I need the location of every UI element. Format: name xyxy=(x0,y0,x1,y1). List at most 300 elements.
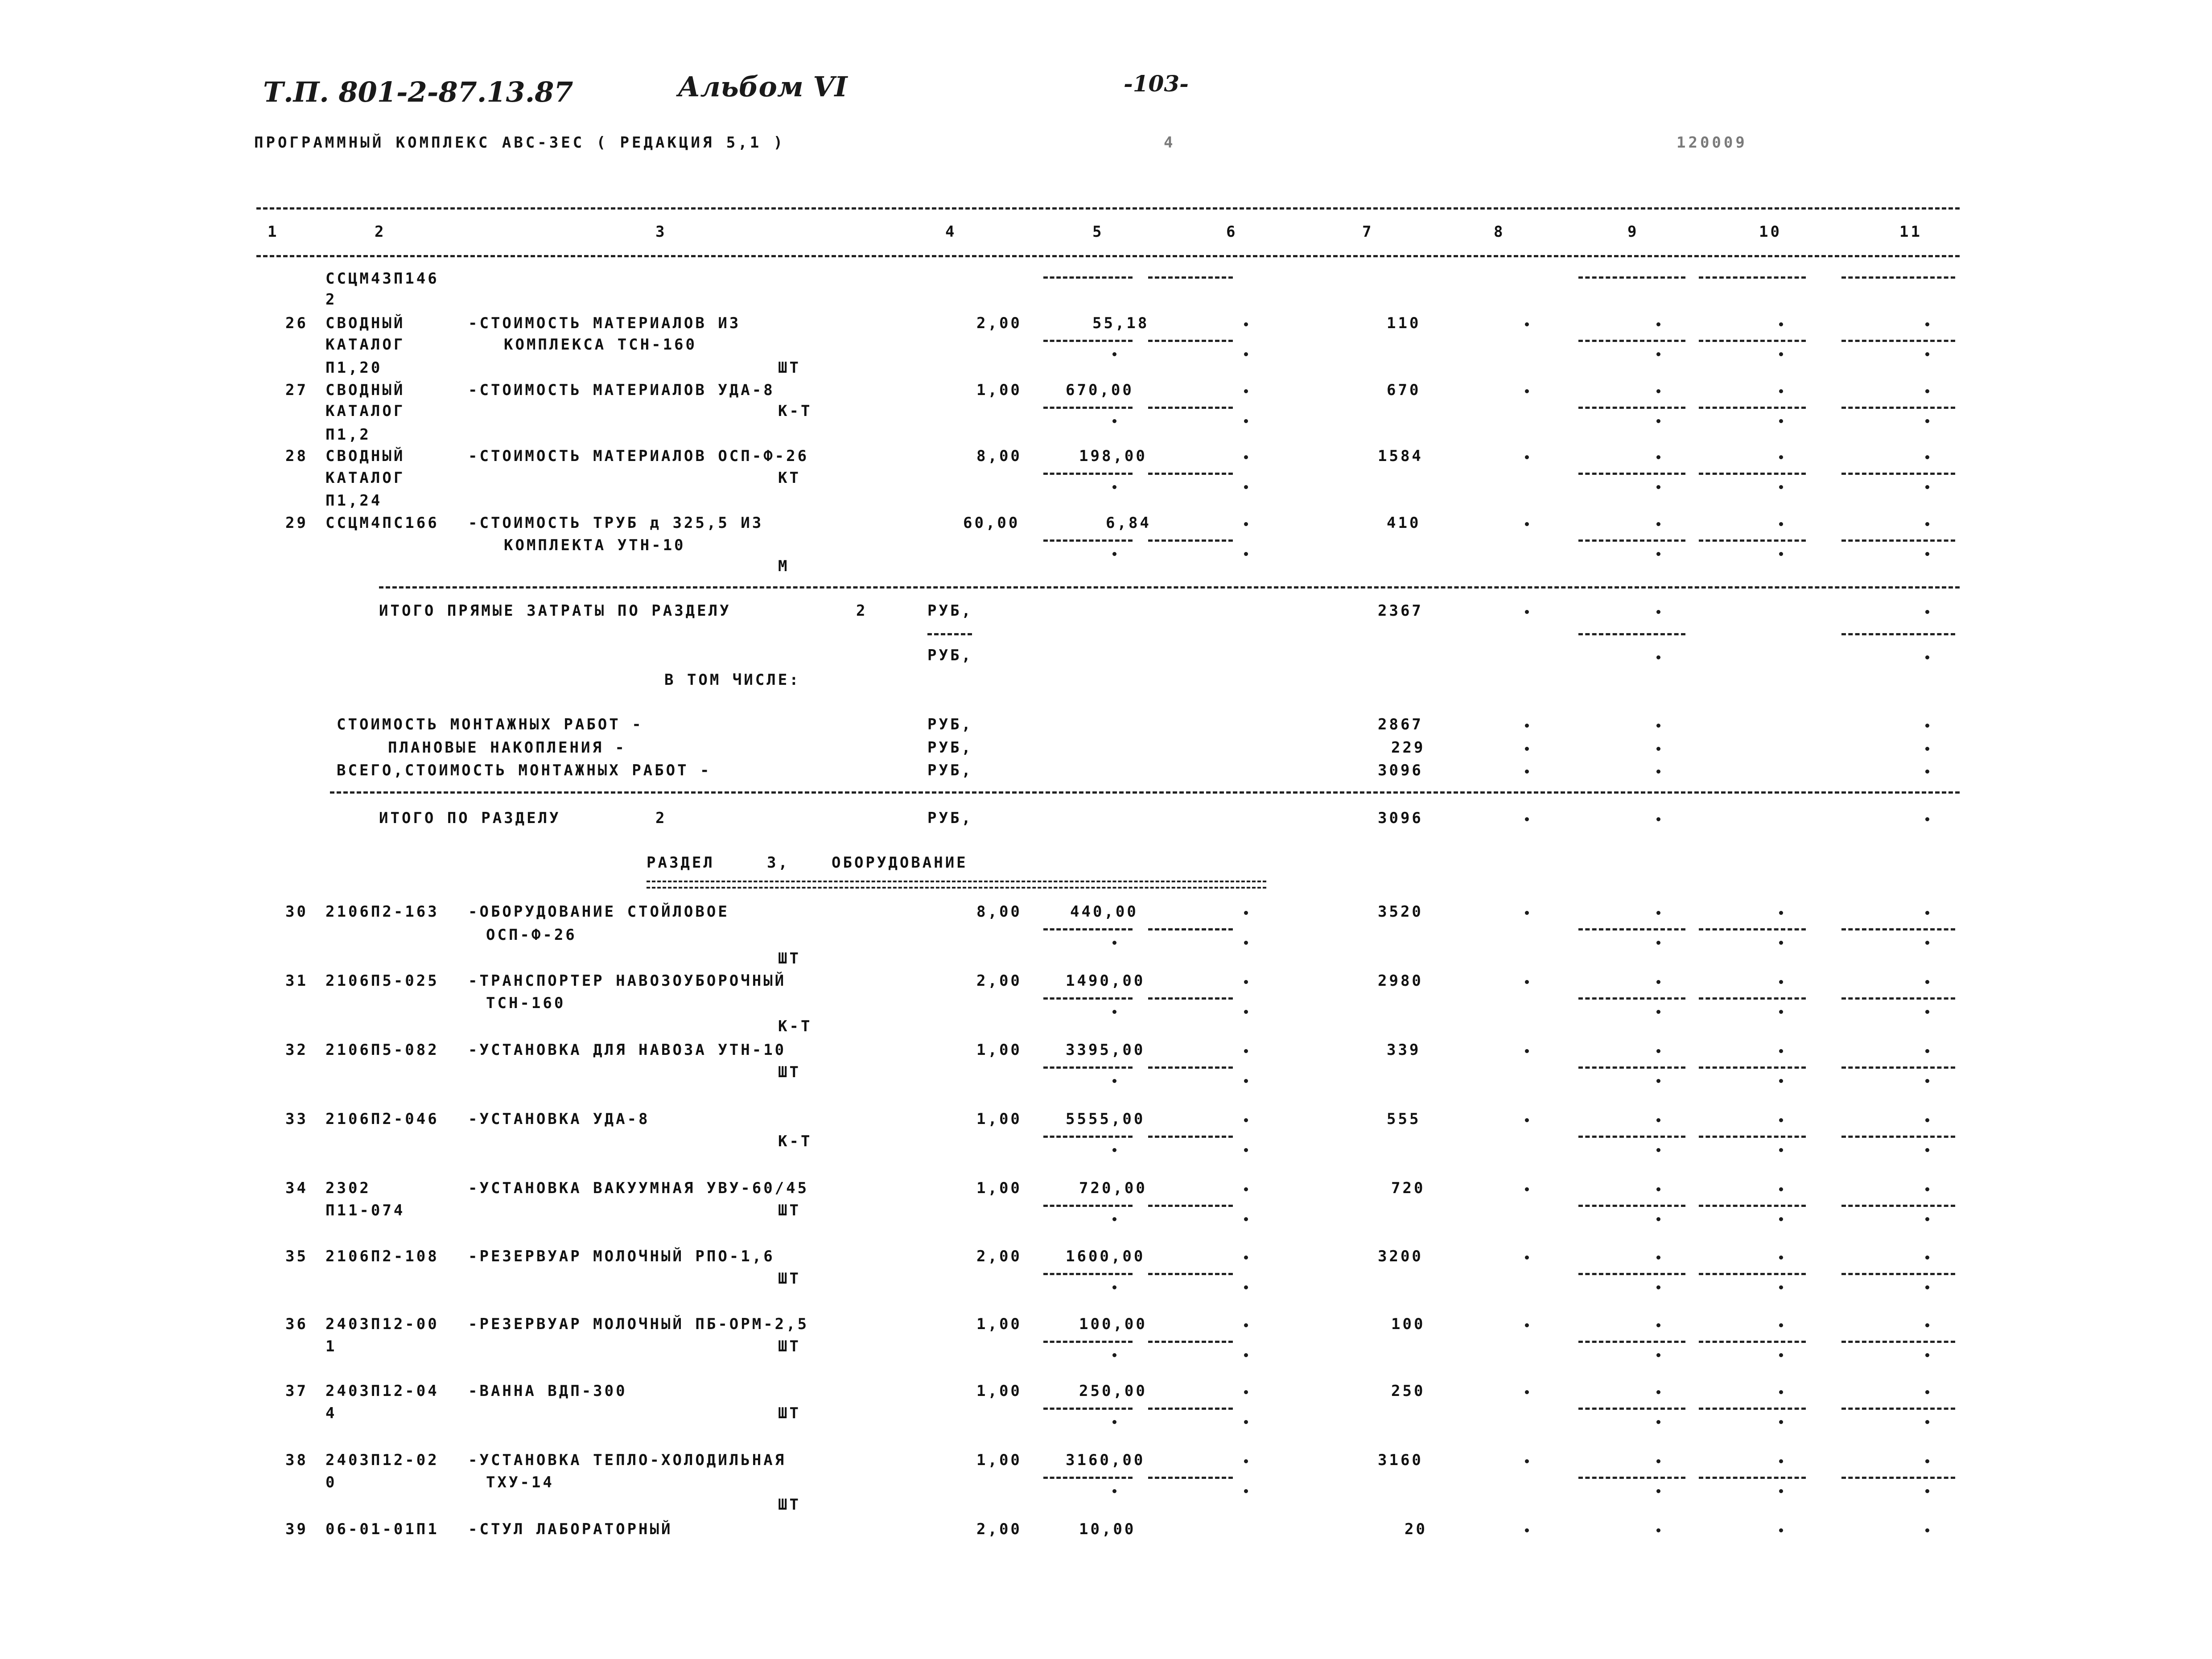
empty-cell-dot xyxy=(1656,552,1660,556)
row-unit: ШТ xyxy=(778,950,801,967)
empty-cell-dot xyxy=(1656,322,1660,326)
row-code: 2106П2-108 xyxy=(325,1247,439,1265)
empty-cell-dot xyxy=(1112,1010,1116,1014)
empty-cell-dot xyxy=(1525,1049,1529,1053)
header-rule-bottom xyxy=(256,255,1960,257)
cell-dash xyxy=(1841,276,1955,279)
empty-cell-dot xyxy=(1656,1187,1660,1191)
row-price: 720,00 xyxy=(1079,1179,1147,1197)
empty-cell-dot xyxy=(1925,655,1929,659)
cell-dash xyxy=(1841,1341,1955,1343)
empty-cell-dot xyxy=(1244,1390,1248,1394)
row-name: -ВАННА ВДП-300 xyxy=(468,1382,627,1400)
cell-dash xyxy=(1043,1273,1133,1275)
row-name: ТХУ-14 xyxy=(486,1474,554,1491)
all-mount-value: 3096 xyxy=(1378,762,1423,779)
empty-cell-dot xyxy=(1244,389,1248,393)
row-name: ТСН-160 xyxy=(486,994,566,1012)
row-price: 55,18 xyxy=(1092,314,1149,332)
col-header-8: 8 xyxy=(1494,223,1505,241)
row-code: 2403П12-04 xyxy=(325,1382,439,1400)
row-number: 35 xyxy=(285,1247,308,1265)
empty-cell-dot xyxy=(1525,1187,1529,1191)
col-header-4: 4 xyxy=(945,223,957,241)
row-number: 34 xyxy=(285,1179,308,1197)
rub-label: РУБ, xyxy=(927,716,973,733)
rub-label: РУБ, xyxy=(927,646,973,664)
mount-cost-label: СТОИМОСТЬ МОНТАЖНЫХ РАБОТ - xyxy=(337,716,643,733)
empty-cell-dot xyxy=(1779,941,1783,945)
empty-cell-dot xyxy=(1925,1353,1929,1357)
row-price: 10,00 xyxy=(1079,1520,1136,1538)
column-header-row xyxy=(0,223,2212,241)
empty-cell-dot xyxy=(1244,419,1248,423)
cell-dash xyxy=(1578,1066,1685,1069)
cell-dash xyxy=(1578,473,1685,475)
cell-dash xyxy=(1148,539,1233,542)
row-qty: 1,00 xyxy=(976,1315,1022,1333)
empty-cell-dot xyxy=(1244,1187,1248,1191)
cell-dash xyxy=(1148,928,1233,930)
empty-cell-dot xyxy=(1525,455,1529,459)
row-number: 29 xyxy=(285,514,308,532)
row-code: СВОДНЫЙ xyxy=(325,314,405,332)
row-number: 28 xyxy=(285,447,308,465)
row-number: 38 xyxy=(285,1451,308,1469)
program-line: ПРОГРАММНЫЙ КОМПЛЕКС АВС-3ЕС ( РЕДАКЦИЯ 5,1 ) xyxy=(254,134,786,152)
row-code: 06-01-01П1 xyxy=(325,1520,439,1538)
cell-dash xyxy=(1841,407,1955,409)
empty-cell-dot xyxy=(1656,419,1660,423)
empty-cell-dot xyxy=(1112,419,1116,423)
cell-dash xyxy=(1043,1066,1133,1069)
page-number: -103- xyxy=(1124,70,1189,97)
row-price: 3160,00 xyxy=(1066,1451,1145,1469)
empty-cell-dot xyxy=(1112,1217,1116,1221)
empty-cell-dot xyxy=(1779,522,1783,526)
row-total: 670 xyxy=(1387,381,1421,399)
row-name: ОСП-Ф-26 xyxy=(486,926,577,944)
empty-cell-dot xyxy=(1525,1528,1529,1532)
cell-dash xyxy=(1578,1136,1685,1138)
cell-dash xyxy=(1699,407,1806,409)
empty-cell-dot xyxy=(1925,1079,1929,1083)
cell-dash xyxy=(1043,1341,1133,1343)
row-number: 31 xyxy=(285,972,308,990)
empty-cell-dot xyxy=(1925,1010,1929,1014)
row-code: КАТАЛОГ xyxy=(325,336,405,354)
empty-cell-dot xyxy=(1244,352,1248,356)
empty-cell-dot xyxy=(1779,1459,1783,1463)
empty-cell-dot xyxy=(1112,552,1116,556)
row-total: 20 xyxy=(1405,1520,1427,1538)
empty-cell-dot xyxy=(1779,485,1783,489)
header-rule-top xyxy=(256,207,1960,210)
empty-cell-dot xyxy=(1925,522,1929,526)
empty-cell-dot xyxy=(1656,1390,1660,1394)
row-qty: 1,00 xyxy=(976,381,1022,399)
empty-cell-dot xyxy=(1656,1217,1660,1221)
row-code: КАТАЛОГ xyxy=(325,469,405,487)
row-code: 2106П2-163 xyxy=(325,903,439,921)
row-total: 1584 xyxy=(1378,447,1423,465)
cell-dash xyxy=(1148,340,1233,342)
empty-cell-dot xyxy=(1656,1459,1660,1463)
album-label: Альбом VI xyxy=(678,70,848,103)
row-price: 670,00 xyxy=(1066,381,1134,399)
empty-cell-dot xyxy=(1244,322,1248,326)
row-total: 3200 xyxy=(1378,1247,1423,1265)
empty-cell-dot xyxy=(1525,1118,1529,1122)
col-header-10: 10 xyxy=(1759,223,1782,241)
row-number: 26 xyxy=(285,314,308,332)
empty-cell-dot xyxy=(1779,1489,1783,1493)
cell-dash xyxy=(1148,1341,1233,1343)
empty-cell-dot xyxy=(1656,522,1660,526)
cell-dash xyxy=(1841,928,1955,930)
empty-cell-dot xyxy=(1525,1390,1529,1394)
cell-dash xyxy=(1699,1341,1806,1343)
empty-cell-dot xyxy=(1779,1353,1783,1357)
cell-dash xyxy=(1578,997,1685,1000)
row-code: 0 xyxy=(325,1474,337,1491)
empty-cell-dot xyxy=(1244,941,1248,945)
cell-dash xyxy=(1699,1477,1806,1479)
empty-cell-dot xyxy=(1244,911,1248,915)
empty-cell-dot xyxy=(1525,1459,1529,1463)
cell-dash xyxy=(1148,997,1233,1000)
section-heading-underline xyxy=(647,881,1266,889)
planned-value: 229 xyxy=(1391,739,1425,757)
empty-cell-dot xyxy=(1525,389,1529,393)
row-name: -СТОИМОСТЬ МАТЕРИАЛОВ ИЗ xyxy=(468,314,741,332)
row-unit: ШТ xyxy=(778,1496,801,1514)
empty-cell-dot xyxy=(1656,941,1660,945)
cell-dash xyxy=(1578,539,1685,542)
cell-dash xyxy=(1841,340,1955,342)
empty-cell-dot xyxy=(1925,610,1929,614)
row-code: 2106П5-082 xyxy=(325,1041,439,1059)
empty-cell-dot xyxy=(1112,485,1116,489)
empty-cell-dot xyxy=(1112,1489,1116,1493)
empty-cell-dot xyxy=(1925,747,1929,751)
row-code: 2 xyxy=(325,291,337,309)
row-unit: ШТ xyxy=(778,1063,801,1081)
empty-cell-dot xyxy=(1112,352,1116,356)
row-code: П11-074 xyxy=(325,1202,405,1219)
empty-cell-dot xyxy=(1525,522,1529,526)
document-code: 120009 xyxy=(1677,134,1747,152)
row-name: -УСТАНОВКА ВАКУУМНАЯ УВУ-60/45 xyxy=(468,1179,809,1197)
empty-cell-dot xyxy=(1779,1079,1783,1083)
row-qty: 1,00 xyxy=(976,1451,1022,1469)
section-total-value: 3096 xyxy=(1378,809,1423,827)
empty-cell-dot xyxy=(1525,747,1529,751)
row-unit: ШТ xyxy=(778,359,801,377)
section-heading-label: РАЗДЕЛ xyxy=(647,854,715,872)
cell-dash xyxy=(1148,407,1233,409)
cell-dash xyxy=(1578,407,1685,409)
cell-dash xyxy=(1043,1477,1133,1479)
row-unit: КТ xyxy=(778,469,801,487)
section-total-no: 2 xyxy=(655,809,667,827)
empty-cell-dot xyxy=(1779,1118,1783,1122)
cell-dash xyxy=(1699,539,1806,542)
row-qty: 8,00 xyxy=(976,903,1022,921)
cell-dash xyxy=(1699,1273,1806,1275)
cell-dash xyxy=(1578,1273,1685,1275)
section-total-label: ИТОГО ПО РАЗДЕЛУ xyxy=(379,809,561,827)
empty-cell-dot xyxy=(1779,552,1783,556)
cell-dash xyxy=(1043,473,1133,475)
empty-cell-dot xyxy=(1525,980,1529,984)
empty-cell-dot xyxy=(1112,1285,1116,1289)
row-code: 2403П12-02 xyxy=(325,1451,439,1469)
empty-cell-dot xyxy=(1925,455,1929,459)
cell-dash xyxy=(927,633,972,635)
empty-cell-dot xyxy=(1925,1323,1929,1327)
empty-cell-dot xyxy=(1656,1049,1660,1053)
cell-dash xyxy=(1699,928,1806,930)
row-name: -УСТАНОВКА ДЛЯ НАВОЗА УТН-10 xyxy=(468,1041,787,1059)
row-price: 5555,00 xyxy=(1066,1110,1145,1128)
cell-dash xyxy=(1699,473,1806,475)
row-price: 250,00 xyxy=(1079,1382,1147,1400)
cell-dash xyxy=(1699,997,1806,1000)
empty-cell-dot xyxy=(1244,1459,1248,1463)
cell-dash xyxy=(1841,633,1955,635)
row-code: 2302 xyxy=(325,1179,371,1197)
sheet-number: 4 xyxy=(1164,134,1176,152)
col-header-9: 9 xyxy=(1627,223,1639,241)
cell-dash xyxy=(1148,1273,1233,1275)
row-qty: 1,00 xyxy=(976,1041,1022,1059)
empty-cell-dot xyxy=(1112,1079,1116,1083)
empty-cell-dot xyxy=(1779,389,1783,393)
empty-cell-dot xyxy=(1244,522,1248,526)
cell-dash xyxy=(1578,276,1685,279)
empty-cell-dot xyxy=(1656,724,1660,728)
row-name: -СТОИМОСТЬ ТРУБ д 325,5 ИЗ xyxy=(468,514,764,532)
row-code: 2106П5-025 xyxy=(325,972,439,990)
row-qty: 1,00 xyxy=(976,1382,1022,1400)
cell-dash xyxy=(1699,276,1806,279)
empty-cell-dot xyxy=(1656,1256,1660,1260)
empty-cell-dot xyxy=(1925,1528,1929,1532)
empty-cell-dot xyxy=(1112,1420,1116,1424)
cell-dash xyxy=(1148,1205,1233,1207)
row-number: 30 xyxy=(285,903,308,921)
cell-dash xyxy=(1148,276,1233,279)
empty-cell-dot xyxy=(1779,1420,1783,1424)
empty-cell-dot xyxy=(1656,1420,1660,1424)
empty-cell-dot xyxy=(1925,1049,1929,1053)
row-total: 2980 xyxy=(1378,972,1423,990)
cell-dash xyxy=(1578,633,1685,635)
row-price: 440,00 xyxy=(1070,903,1138,921)
row-code: 4 xyxy=(325,1404,337,1422)
empty-cell-dot xyxy=(1656,817,1660,821)
empty-cell-dot xyxy=(1112,1353,1116,1357)
empty-cell-dot xyxy=(1656,485,1660,489)
empty-cell-dot xyxy=(1925,1489,1929,1493)
cell-dash xyxy=(1578,1205,1685,1207)
empty-cell-dot xyxy=(1925,1217,1929,1221)
empty-cell-dot xyxy=(1779,419,1783,423)
empty-cell-dot xyxy=(1525,1323,1529,1327)
empty-cell-dot xyxy=(1244,1420,1248,1424)
empty-cell-dot xyxy=(1925,1187,1929,1191)
row-total: 3520 xyxy=(1378,903,1423,921)
cell-dash xyxy=(1043,997,1133,1000)
empty-cell-dot xyxy=(1656,1010,1660,1014)
empty-cell-dot xyxy=(1779,1256,1783,1260)
empty-cell-dot xyxy=(1779,455,1783,459)
row-number: 36 xyxy=(285,1315,308,1333)
empty-cell-dot xyxy=(1779,1390,1783,1394)
empty-cell-dot xyxy=(1925,1118,1929,1122)
empty-cell-dot xyxy=(1925,724,1929,728)
cell-dash xyxy=(1699,340,1806,342)
row-qty: 2,00 xyxy=(976,1520,1022,1538)
empty-cell-dot xyxy=(1525,911,1529,915)
empty-cell-dot xyxy=(1656,610,1660,614)
empty-cell-dot xyxy=(1925,389,1929,393)
doc-code: Т.П. 801-2-87.13.87 xyxy=(263,76,573,108)
empty-cell-dot xyxy=(1779,980,1783,984)
row-name: -СТОИМОСТЬ МАТЕРИАЛОВ ОСП-Ф-26 xyxy=(468,447,809,465)
cell-dash xyxy=(1043,276,1133,279)
empty-cell-dot xyxy=(1656,655,1660,659)
row-qty: 1,00 xyxy=(976,1179,1022,1197)
empty-cell-dot xyxy=(1244,1285,1248,1289)
empty-cell-dot xyxy=(1244,1323,1248,1327)
row-qty: 1,00 xyxy=(976,1110,1022,1128)
row-name: КОМПЛЕКТА УТН-10 xyxy=(504,536,686,554)
row-qty: 60,00 xyxy=(963,514,1020,532)
empty-cell-dot xyxy=(1656,911,1660,915)
rub-label: РУБ, xyxy=(927,739,973,757)
row-price: 100,00 xyxy=(1079,1315,1147,1333)
empty-cell-dot xyxy=(1925,1390,1929,1394)
section-heading-title: ОБОРУДОВАНИЕ xyxy=(832,854,968,872)
empty-cell-dot xyxy=(1656,1285,1660,1289)
col-header-3: 3 xyxy=(655,223,667,241)
empty-cell-dot xyxy=(1656,1118,1660,1122)
cell-dash xyxy=(1699,1136,1806,1138)
empty-cell-dot xyxy=(1925,552,1929,556)
section-total-rule xyxy=(330,791,1960,794)
empty-cell-dot xyxy=(1925,1256,1929,1260)
row-number: 27 xyxy=(285,381,308,399)
cell-dash xyxy=(1699,1205,1806,1207)
row-total: 3160 xyxy=(1378,1451,1423,1469)
empty-cell-dot xyxy=(1656,455,1660,459)
empty-cell-dot xyxy=(1525,817,1529,821)
rub-label: РУБ, xyxy=(927,809,973,827)
cell-dash xyxy=(1043,407,1133,409)
row-unit: ШТ xyxy=(778,1338,801,1355)
empty-cell-dot xyxy=(1779,1528,1783,1532)
empty-cell-dot xyxy=(1656,980,1660,984)
row-total: 250 xyxy=(1391,1382,1425,1400)
row-code: 2106П2-046 xyxy=(325,1110,439,1128)
row-name: -РЕЗЕРВУАР МОЛОЧНЫЙ РПО-1,6 xyxy=(468,1247,775,1265)
empty-cell-dot xyxy=(1925,1285,1929,1289)
direct-total-label: ИТОГО ПРЯМЫЕ ЗАТРАТЫ ПО РАЗДЕЛУ xyxy=(379,602,731,620)
row-total: 339 xyxy=(1387,1041,1421,1059)
cell-dash xyxy=(1841,1136,1955,1138)
empty-cell-dot xyxy=(1779,1285,1783,1289)
empty-cell-dot xyxy=(1525,724,1529,728)
row-total: 720 xyxy=(1391,1179,1425,1197)
empty-cell-dot xyxy=(1925,352,1929,356)
empty-cell-dot xyxy=(1779,911,1783,915)
row-total: 410 xyxy=(1387,514,1421,532)
empty-cell-dot xyxy=(1779,352,1783,356)
col-header-5: 5 xyxy=(1092,223,1104,241)
cell-dash xyxy=(1841,1477,1955,1479)
empty-cell-dot xyxy=(1656,352,1660,356)
row-code: КАТАЛОГ xyxy=(325,402,405,420)
row-price: 1490,00 xyxy=(1066,972,1145,990)
row-qty: 2,00 xyxy=(976,972,1022,990)
section-heading-number: 3, xyxy=(767,854,790,872)
cell-dash xyxy=(1699,1066,1806,1069)
row-qty: 8,00 xyxy=(976,447,1022,465)
cell-dash xyxy=(1148,1408,1233,1410)
empty-cell-dot xyxy=(1525,610,1529,614)
empty-cell-dot xyxy=(1656,1353,1660,1357)
cell-dash xyxy=(1841,539,1955,542)
row-code: СВОДНЫЙ xyxy=(325,447,405,465)
row-price: 3395,00 xyxy=(1066,1041,1145,1059)
row-price: 1600,00 xyxy=(1066,1247,1145,1265)
row-code: 2403П12-00 xyxy=(325,1315,439,1333)
cell-dash xyxy=(1148,1066,1233,1069)
empty-cell-dot xyxy=(1925,485,1929,489)
row-number: 37 xyxy=(285,1382,308,1400)
col-header-2: 2 xyxy=(375,223,386,241)
cell-dash xyxy=(1043,928,1133,930)
empty-cell-dot xyxy=(1656,1079,1660,1083)
empty-cell-dot xyxy=(1112,1148,1116,1152)
empty-cell-dot xyxy=(1244,1353,1248,1357)
cell-dash xyxy=(1699,1408,1806,1410)
row-number: 33 xyxy=(285,1110,308,1128)
empty-cell-dot xyxy=(1779,1148,1783,1152)
empty-cell-dot xyxy=(1925,770,1929,774)
cell-dash xyxy=(1841,473,1955,475)
cell-dash xyxy=(1841,997,1955,1000)
row-qty: 2,00 xyxy=(976,314,1022,332)
empty-cell-dot xyxy=(1244,1118,1248,1122)
row-number: 32 xyxy=(285,1041,308,1059)
rub-label: РУБ, xyxy=(927,762,973,779)
direct-total-value: 2367 xyxy=(1378,602,1423,620)
empty-cell-dot xyxy=(1244,455,1248,459)
empty-cell-dot xyxy=(1244,552,1248,556)
empty-cell-dot xyxy=(1656,1528,1660,1532)
row-price: 198,00 xyxy=(1079,447,1147,465)
empty-cell-dot xyxy=(1525,1256,1529,1260)
empty-cell-dot xyxy=(1244,1049,1248,1053)
cell-dash xyxy=(1578,1341,1685,1343)
col-header-7: 7 xyxy=(1362,223,1374,241)
empty-cell-dot xyxy=(1925,980,1929,984)
row-name: КОМПЛЕКСА ТСН-160 xyxy=(504,336,697,354)
cell-dash xyxy=(1578,1477,1685,1479)
